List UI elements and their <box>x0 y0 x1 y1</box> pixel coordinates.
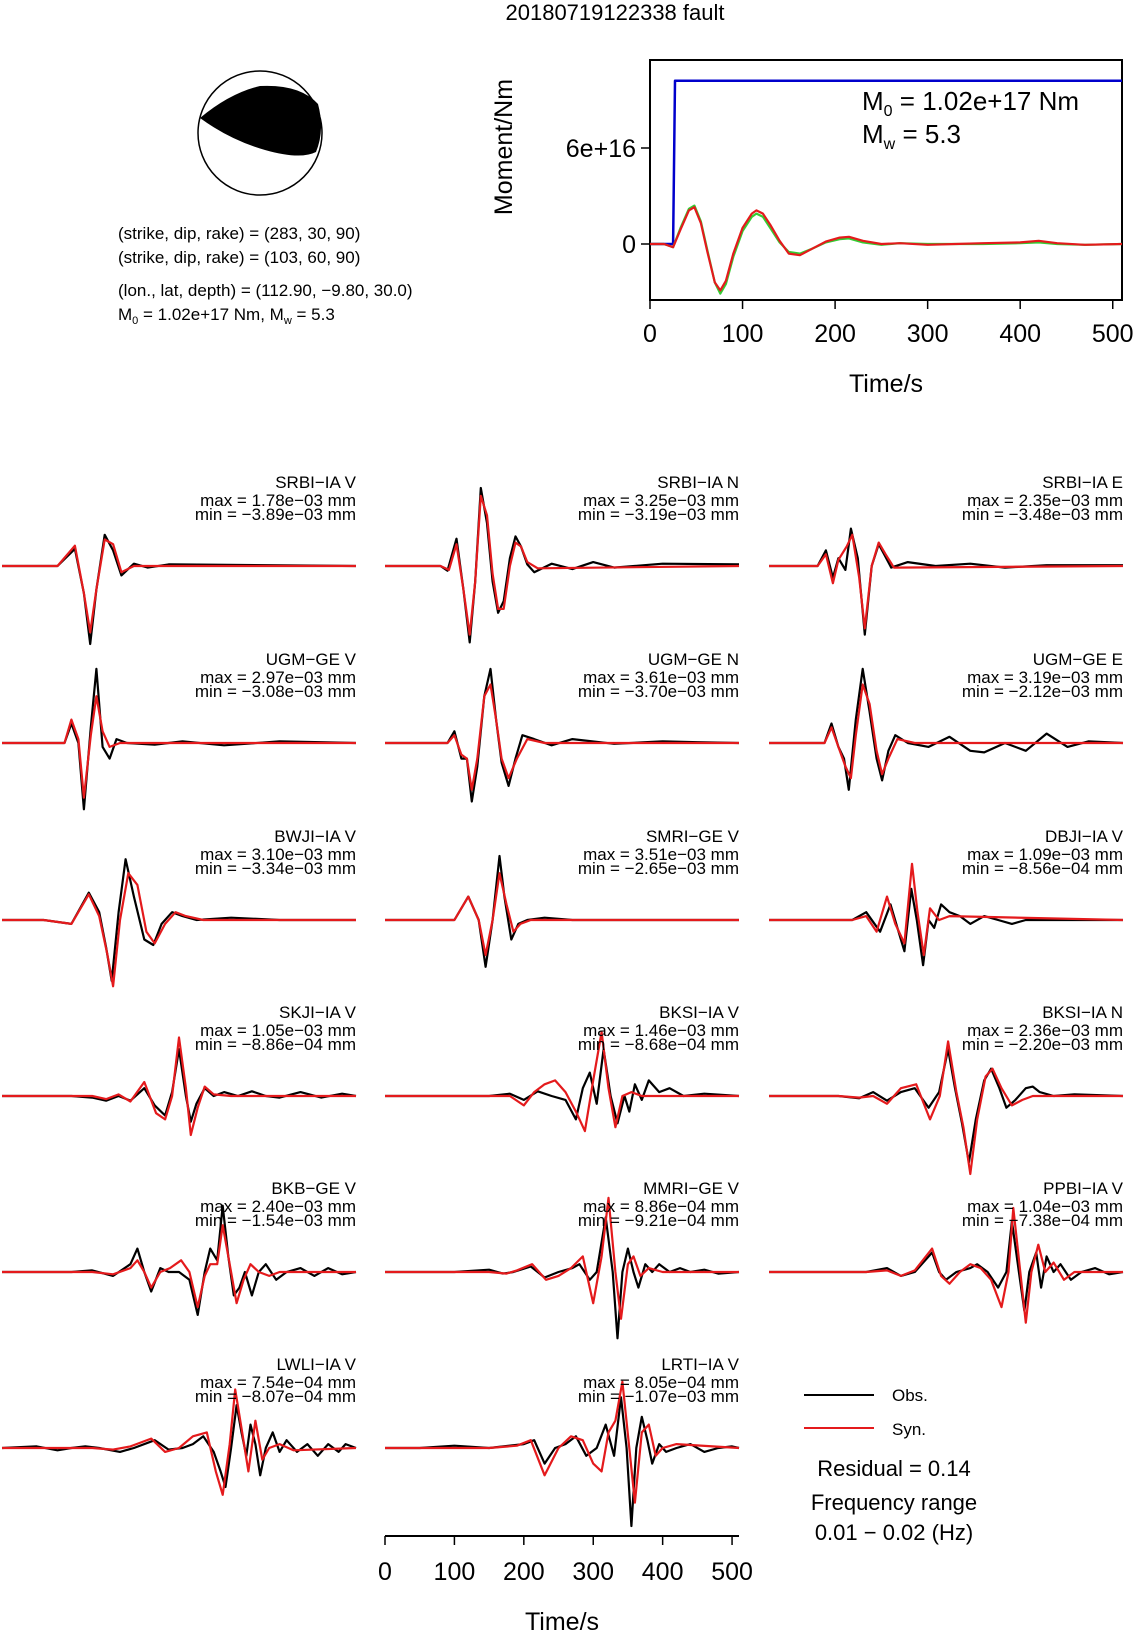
observed-trace <box>769 1221 1123 1311</box>
waveform-panel <box>385 1179 740 1338</box>
moment-mw-annotation: $M_w = 5.3$ <box>862 119 962 153</box>
station-label: MMRI−GE V <box>643 1179 739 1198</box>
station-label: PPBI−IA V <box>1043 1179 1123 1198</box>
station-label: UGM−GE E <box>1032 650 1123 669</box>
station-label: SMRI−GE V <box>645 827 739 846</box>
station-label: BKB−GE V <box>271 1179 356 1198</box>
max-amplitude-label: max = 3.10e−03 mm <box>200 845 356 864</box>
min-amplitude-label: min = −1.54e−03 mm <box>194 1211 356 1230</box>
waveform-panel <box>2 1179 357 1315</box>
waveform-panel <box>769 473 1123 635</box>
residual-text: Residual = 0.14 <box>817 1456 971 1481</box>
waveform-grid <box>2 473 1124 1526</box>
moment-y-tick-label: 0 <box>622 231 636 259</box>
moment-y-tick-label: 6e+16 <box>565 135 636 163</box>
moment-summary: $M_0 = 1.02e+17$ Nm, $M_w = 5.3$ <box>118 305 335 327</box>
max-amplitude-label: max = 3.19e−03 mm <box>967 668 1123 687</box>
max-amplitude-label: max = 2.40e−03 mm <box>200 1197 356 1216</box>
moment-y-axis-label: Moment/Nm <box>490 78 518 216</box>
max-amplitude-label: max = 8.86e−04 mm <box>583 1197 739 1216</box>
station-label: BKSI−IA V <box>659 1003 739 1022</box>
min-amplitude-label: min = −3.48e−03 mm <box>961 505 1123 524</box>
station-label: DBJI−IA V <box>1045 827 1123 846</box>
waveform-panel <box>2 827 357 986</box>
event-location: (lon., lat, depth) = (112.90, −9.80, 30.0) <box>118 281 413 300</box>
min-amplitude-label: min = −3.89e−03 mm <box>194 505 356 524</box>
figure-title: 20180719122338 fault <box>505 0 725 25</box>
station-label: LRTI−IA V <box>661 1355 739 1374</box>
max-amplitude-label: max = 1.09e−03 mm <box>967 845 1123 864</box>
waveform-panel <box>2 1003 357 1135</box>
waveform-panel <box>769 827 1124 965</box>
waveform-panel <box>385 1003 740 1131</box>
min-amplitude-label: min = −8.07e−04 mm <box>194 1387 356 1406</box>
observed-trace <box>2 1405 356 1487</box>
max-amplitude-label: max = 1.04e−03 mm <box>967 1197 1123 1216</box>
moment-x-tick-label: 100 <box>721 320 764 348</box>
min-amplitude-label: min = −8.86e−04 mm <box>194 1035 356 1054</box>
station-label: UGM−GE V <box>265 650 356 669</box>
waveform-panel <box>385 827 740 967</box>
waveform-panel <box>2 473 357 644</box>
station-label: SRBI−IA N <box>657 473 739 492</box>
observed-trace <box>2 535 356 644</box>
waveform-x-tick-label: 500 <box>711 1558 753 1586</box>
moment-series-1 <box>650 206 1122 294</box>
station-label: SRBI−IA E <box>1042 473 1123 492</box>
waveform-x-tick-label: 400 <box>641 1558 684 1586</box>
min-amplitude-label: min = −1.07e−03 mm <box>577 1387 739 1406</box>
min-amplitude-label: min = −9.21e−04 mm <box>577 1211 739 1230</box>
max-amplitude-label: max = 1.46e−03 mm <box>583 1021 739 1040</box>
min-amplitude-label: min = −8.56e−04 mm <box>961 859 1123 878</box>
waveform-panel <box>769 650 1123 790</box>
station-label: SRBI−IA V <box>275 473 356 492</box>
min-amplitude-label: min = −3.08e−03 mm <box>194 682 356 701</box>
moment-series-2 <box>650 207 1122 290</box>
moment-x-tick-label: 0 <box>643 320 657 348</box>
moment-m0-annotation: $M_0 = 1.02e+17$ Nm <box>862 86 1080 120</box>
synthetic-trace <box>769 535 1123 629</box>
min-amplitude-label: min = −2.12e−03 mm <box>961 682 1123 701</box>
max-amplitude-label: max = 2.35e−03 mm <box>967 491 1123 510</box>
waveform-panel <box>769 1179 1124 1323</box>
min-amplitude-label: min = −3.70e−03 mm <box>577 682 739 701</box>
moment-x-tick-label: 400 <box>999 320 1042 348</box>
min-amplitude-label: min = −2.65e−03 mm <box>577 859 739 878</box>
synthetic-trace <box>2 873 356 986</box>
legend-syn-label: Syn. <box>892 1420 927 1439</box>
waveform-panel <box>385 650 739 802</box>
observed-trace <box>385 1217 739 1338</box>
max-amplitude-label: max = 2.36e−03 mm <box>967 1021 1123 1040</box>
legend-obs-label: Obs. <box>892 1386 928 1405</box>
synthetic-trace <box>2 1225 356 1307</box>
observed-trace <box>385 1049 739 1123</box>
waveform-x-tick-label: 0 <box>378 1558 392 1586</box>
observed-trace <box>769 529 1123 635</box>
station-label: BWJI−IA V <box>274 827 356 846</box>
waveform-x-tick-label: 300 <box>572 1558 615 1586</box>
min-amplitude-label: min = −2.20e−03 mm <box>961 1035 1123 1054</box>
station-label: BKSI−IA N <box>1042 1003 1123 1022</box>
observed-trace <box>385 1397 739 1526</box>
station-label: UGM−GE N <box>647 650 739 669</box>
observed-trace <box>2 1049 356 1122</box>
moment-x-tick-label: 300 <box>906 320 949 348</box>
waveform-panel <box>769 1003 1123 1174</box>
max-amplitude-label: max = 1.78e−03 mm <box>200 491 356 510</box>
max-amplitude-label: max = 8.05e−04 mm <box>583 1373 739 1392</box>
moment-x-tick-label: 500 <box>1091 320 1134 348</box>
waveform-panel <box>2 650 357 809</box>
min-amplitude-label: min = −3.34e−03 mm <box>194 859 356 878</box>
min-amplitude-label: min = −3.19e−03 mm <box>577 505 739 524</box>
max-amplitude-label: max = 3.51e−03 mm <box>583 845 739 864</box>
frequency-range-value: 0.01 − 0.02 (Hz) <box>814 1520 974 1545</box>
min-amplitude-label: min = −8.68e−04 mm <box>577 1035 739 1054</box>
moment-x-axis-label: Time/s <box>848 370 924 398</box>
max-amplitude-label: max = 3.25e−03 mm <box>583 491 739 510</box>
waveform-x-tick-label: 100 <box>433 1558 476 1586</box>
nodal-plane-1: (strike, dip, rake) = (283, 30, 90) <box>118 224 361 243</box>
max-amplitude-label: max = 3.61e−03 mm <box>583 668 739 687</box>
waveform-panel <box>385 473 739 642</box>
synthetic-trace <box>2 696 356 797</box>
max-amplitude-label: max = 7.54e−04 mm <box>200 1373 356 1392</box>
station-label: SKJI−IA V <box>278 1003 356 1022</box>
waveform-time-axis <box>378 1536 753 1636</box>
min-amplitude-label: min = −7.38e−04 mm <box>961 1211 1123 1230</box>
mechanism-text <box>118 224 413 327</box>
synthetic-trace <box>769 1041 1123 1174</box>
observed-trace <box>769 889 1123 965</box>
max-amplitude-label: max = 1.05e−03 mm <box>200 1021 356 1040</box>
max-amplitude-label: max = 2.97e−03 mm <box>200 668 356 687</box>
waveform-x-axis-label: Time/s <box>524 1608 600 1636</box>
station-label: LWLI−IA V <box>276 1355 356 1374</box>
legend <box>804 1386 977 1545</box>
nodal-plane-2: (strike, dip, rake) = (103, 60, 90) <box>118 248 361 267</box>
moment-time-plot <box>490 60 1134 398</box>
waveform-x-tick-label: 200 <box>502 1558 545 1586</box>
synthetic-trace <box>2 540 356 633</box>
moment-x-tick-label: 200 <box>814 320 856 348</box>
focal-mechanism-beachball <box>198 71 322 195</box>
synthetic-trace <box>385 873 739 955</box>
waveform-panel <box>385 1355 740 1526</box>
waveform-panel <box>2 1355 357 1495</box>
frequency-range-label: Frequency range <box>810 1490 978 1515</box>
observed-trace <box>769 1049 1123 1162</box>
